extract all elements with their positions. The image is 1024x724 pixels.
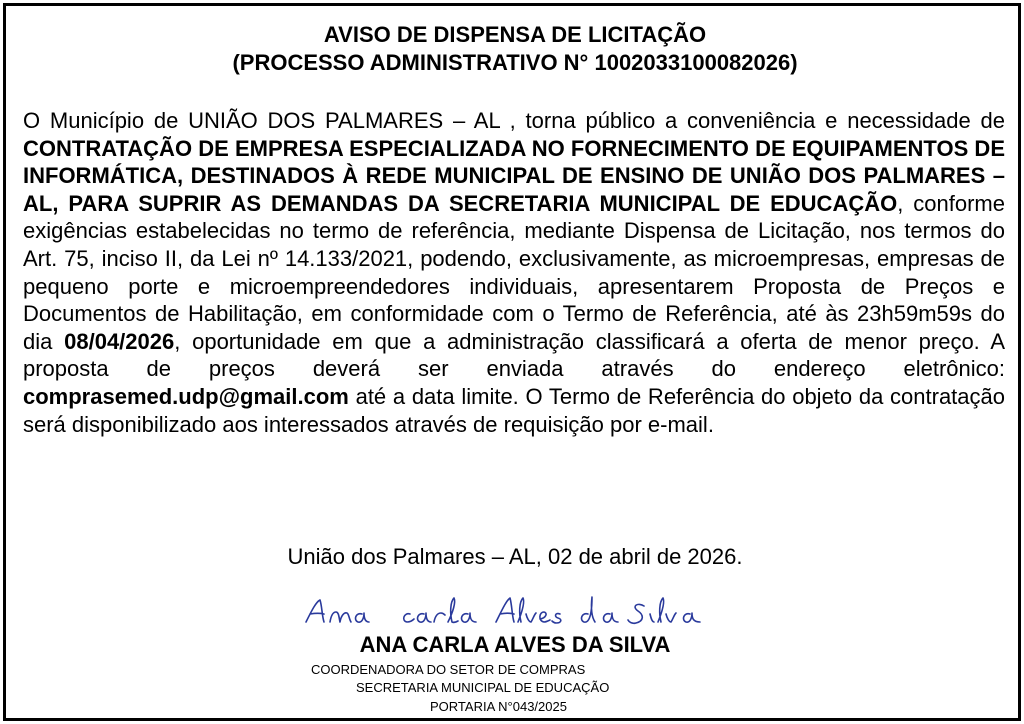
place-and-date: União dos Palmares – AL, 02 de abril de 2026. xyxy=(287,544,743,569)
contract-object-text: CONTRATAÇÃO DE EMPRESA ESPECIALIZADA NO FORNECIMENTO DE EQUIPAMENTOS DE INFORMÁTICA, DESTINADOS À REDE MUNICIPAL DE ENSINO DE UNIÃO DOS PALMARES – AL, PARA SUPRIR AS DEMANDAS DA SECRETARIA MUNICIPAL DE EDUCAÇÃO xyxy=(23,135,1005,216)
signer-ordinance: PORTARIA N°043/2025 xyxy=(430,699,567,714)
notice-title: AVISO DE DISPENSA DE LICITAÇÃO xyxy=(323,22,707,47)
contact-email: comprasemed.udp@gmail.com xyxy=(23,383,349,409)
body-proposal-text: , oportunidade em que a administração classificará a oferta de menor preço. A proposta de preços deverá ser enviada através do endereço eletrônico: xyxy=(23,328,1006,382)
notice-body xyxy=(23,107,1005,438)
body-intro-text: O Município de UNIÃO DOS PALMARES – AL , torna público a conveniência e necessidade de xyxy=(23,108,1005,133)
signer-department: SECRETARIA MUNICIPAL DE EDUCAÇÃO xyxy=(356,680,610,695)
signer-name: ANA CARLA ALVES DA SILVA xyxy=(359,632,671,657)
signer-role: COORDENADORA DO SETOR DE COMPRAS xyxy=(311,662,586,677)
deadline-date: 08/04/2026 xyxy=(64,328,175,354)
process-number-title: (PROCESSO ADMINISTRATIVO N° 1002033100082026) xyxy=(232,50,798,75)
body-requirements-text: , conforme exigências estabelecidas no termo de referência, mediante Dispensa de Licitação, nos termos do Art. 75, inciso II, da Lei nº 14.133/2021, podendo, exclusivamente, as microempresas, empresas de pequeno porte e microempreendedores individuais, apresentarem Proposta de Preços e Documentos de Habilitação, em conformidade com o Termo de Referência, até às 23h59m59s do dia xyxy=(23,190,1005,354)
body-closing-text: até a data limite. O Termo de Referência do objeto da contratação será disponibilizado aos interessados através de requisição por e-mail. xyxy=(23,383,1005,437)
notice-frame xyxy=(3,3,1021,721)
handwritten-signature xyxy=(298,592,728,632)
